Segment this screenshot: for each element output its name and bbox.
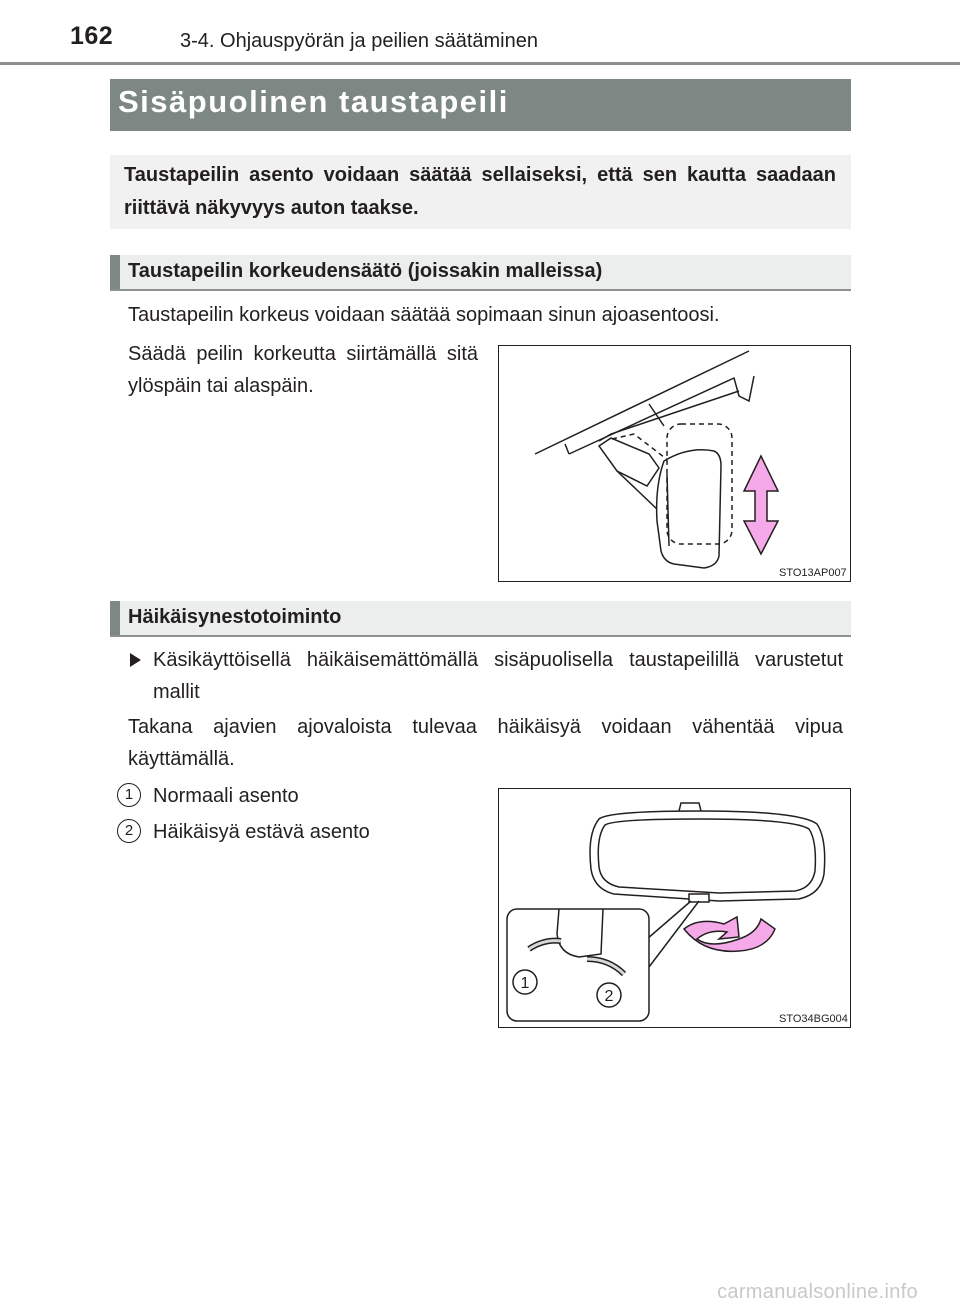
intro-text: Taustapeilin asento voidaan säätää sellaiseksi, että sen kautta saadaan riittävä näkyvyys auton taakse. — [124, 164, 836, 219]
antiglare-section-heading: Häikäisynestotoiminto — [128, 606, 342, 628]
mirror-height-illustration — [499, 346, 849, 580]
antiglare-bullet: Käsikäyttöisellä häikäisemättömällä sisäpuolisella taustapeilillä varustetut mallit — [153, 649, 843, 703]
section-marker — [110, 255, 120, 289]
header-divider — [0, 62, 960, 65]
height-section-header — [110, 255, 851, 291]
figure-code: STO13AP007 — [779, 567, 847, 579]
item-number-circle: 1 — [117, 783, 141, 807]
height-paragraph: Taustapeilin korkeus voidaan säätää sopimaan sinun ajoasentoosi. — [128, 304, 720, 326]
height-instruction: Säädä peilin korkeutta siirtämällä sitä ylöspäin tai alaspäin. — [128, 343, 478, 397]
figure-code: STO34BG004 — [779, 1013, 848, 1025]
bullet-triangle-icon — [130, 653, 141, 667]
item-label: Normaali asento — [153, 785, 299, 807]
mirror-height-figure — [498, 345, 851, 582]
inset-label-2: 2 — [604, 988, 614, 1005]
antiglare-section-header — [110, 601, 851, 637]
page-title: Sisäpuolinen taustapeili — [118, 84, 509, 119]
antiglare-illustration — [499, 789, 849, 1026]
height-section-heading: Taustapeilin korkeudensäätö (joissakin malleissa) — [128, 260, 603, 282]
inset-label-1: 1 — [520, 975, 530, 992]
rotate-arrow — [684, 917, 775, 951]
item-label: Häikäisyä estävä asento — [153, 821, 370, 843]
up-down-arrow — [744, 456, 778, 554]
chapter-title: 3-4. Ohjauspyörän ja peilien säätäminen — [180, 30, 538, 52]
page-number: 162 — [70, 22, 114, 50]
antiglare-paragraph: Takana ajavien ajovaloista tulevaa häikäisyä voidaan vähentää vipua käyttämällä. — [128, 716, 843, 770]
item-number-circle: 2 — [117, 819, 141, 843]
watermark: carmanualsonline.info — [717, 1281, 918, 1303]
section-marker — [110, 601, 120, 635]
antiglare-figure — [498, 788, 851, 1028]
